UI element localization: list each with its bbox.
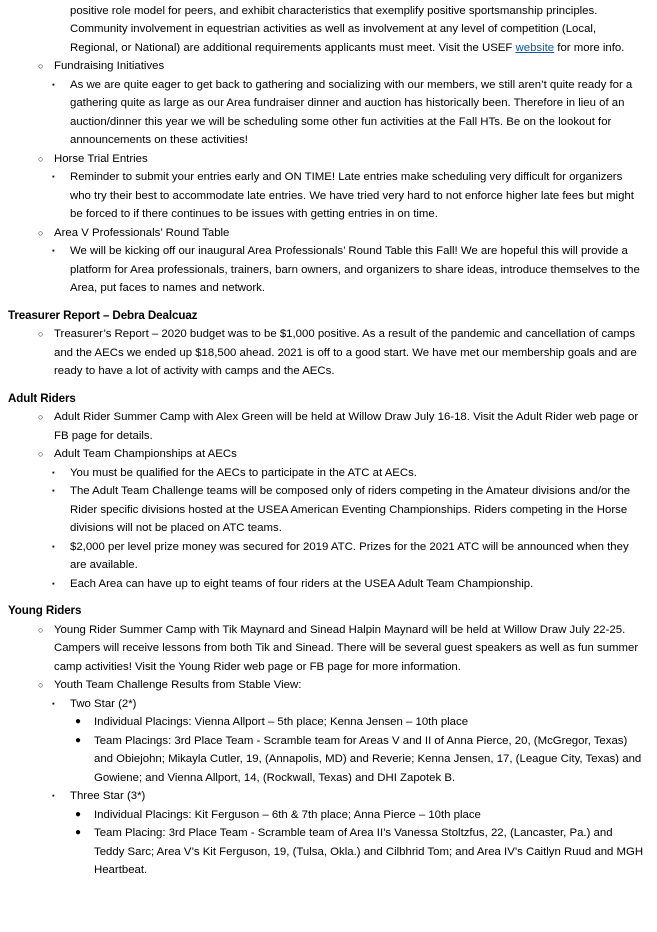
list-item-text: $2,000 per level prize money was secured for 2019 ATC. Prizes for the 2021 ATC will be announced when they are available.	[70, 540, 629, 572]
list-item	[38, 150, 645, 168]
list-item	[52, 575, 645, 593]
list-item-text: Area V Professionals’ Round Table	[54, 226, 230, 239]
bullet-level-1-icon: ○	[38, 61, 44, 72]
bullet-level-1-icon: ○	[38, 624, 44, 635]
bullet-level-2-icon: ▪	[52, 578, 55, 588]
list-item	[38, 676, 645, 694]
list-item	[38, 445, 645, 463]
list-item	[52, 242, 645, 297]
bullet-level-2-icon: ▪	[52, 486, 55, 496]
section-spacer	[8, 381, 645, 390]
bullet-level-3-icon: ●	[75, 808, 82, 820]
bullet-level-1-icon: ○	[38, 227, 44, 238]
bullet-level-2-icon: ▪	[52, 172, 55, 182]
usef-website-link[interactable]: website	[515, 41, 555, 54]
list-item-text: You must be qualified for the AECs to participate in the ATC at AECs.	[70, 466, 417, 479]
list-item-text: The Adult Team Challenge teams will be composed only of riders competing in the Amateur divisions and/or the Rider specific divisions hosted at the USEA American Eventing Championships. Riders competing in the Horse divisions will not be placed on ATC teams.	[70, 485, 631, 535]
list-item	[75, 713, 645, 731]
list-item	[38, 325, 645, 380]
list-item	[38, 621, 645, 676]
bullet-level-3-icon: ●	[75, 827, 82, 839]
list-item-text: Young Rider Summer Camp with Tik Maynard and Sinead Halpin Maynard will be held at Willow Draw July 22-25. Campers will receive lessons from both Tik and Sinead. There will be several guest speakers as well as fun summer camp activities! Visit the Young Rider web page or FB page for more information.	[54, 623, 639, 673]
list-item-text: Three Star (3*)	[70, 790, 146, 803]
list-item-text: Youth Team Challenge Results from Stable View:	[54, 679, 302, 692]
bullet-level-1-icon: ○	[38, 153, 44, 164]
section-spacer	[8, 593, 645, 602]
list-item	[52, 538, 645, 575]
list-item-text: Reminder to submit your entries early and ON TIME! Late entries make scheduling very difficult for organizers who try their best to accommodate late entries. We have tried very hard to not enforce higher late fees but might be forced to if there continues to be issues with getting entries in on time.	[70, 171, 634, 221]
text-before-link: positive role model for peers, and exhibit characteristics that exemplify positive sportsmanship principles. Community involvement in equestrian activities as well as involvement at any level of competition (Local, Regional, or National) are additional requirements applicants must meet. Visit the USEF	[70, 5, 598, 54]
list-item-text: Fundraising Initiatives	[54, 60, 165, 73]
list-item-text: Horse Trial Entries	[54, 152, 148, 165]
bullet-level-2-icon: ▪	[52, 541, 55, 551]
list-item	[75, 806, 645, 824]
list-item	[52, 787, 645, 805]
list-item-text: As we are quite eager to get back to gathering and socializing with our members, we still aren’t quite ready for a gathering quite as large as our Area fundraiser dinner and auction has historically been. Therefore in lieu of an auction/dinner this year we will be scheduling some other fun activities at the Fall HTs. Be on the lookout for announcements on these activities!	[70, 78, 633, 147]
section-heading: Adult Riders	[8, 391, 76, 405]
bullet-level-2-icon: ▪	[52, 79, 55, 89]
list-item	[52, 76, 645, 150]
paragraph-text	[70, 2, 645, 57]
list-item	[38, 224, 645, 242]
list-item-text: Team Placing: 3rd Place Team - Scramble team of Area II’s Vanessa Stoltzfus, 22, (Lancaster, Pa.) and Teddy Sarc; Area V’s Kit Ferguson, 19, (Tulsa, Okla.) and Cilbhrid Tom; and Area IV’s Caitlyn Ruud and MGH Heartbeat.	[94, 827, 644, 877]
list-item-text: Individual Placings: Vienna Allport – 5th place; Kenna Jensen – 10th place	[94, 716, 469, 729]
bullet-level-1-icon: ○	[38, 449, 44, 460]
list-item	[52, 695, 645, 713]
list-item	[75, 824, 645, 879]
list-item	[52, 464, 645, 482]
bullet-level-3-icon: ●	[75, 734, 82, 746]
bullet-level-2-icon: ▪	[52, 791, 55, 801]
list-item-text: We will be kicking off our inaugural Area Professionals’ Round Table this Fall! We are hopeful this will provide a platform for Area professionals, trainers, barn owners, and organizers to share ideas, introduce themselves to the Area, put faces to names and network.	[70, 245, 640, 295]
section-heading: Treasurer Report – Debra Dealcuaz	[8, 308, 198, 322]
list-item-text: Each Area can have up to eight teams of four riders at the USEA Adult Team Championship.	[70, 577, 534, 590]
bullet-level-2-icon: ▪	[52, 467, 55, 477]
section-spacer	[8, 298, 645, 307]
bullet-level-1-icon: ○	[38, 329, 44, 340]
section-heading: Young Riders	[8, 604, 82, 618]
bullet-level-2-icon: ▪	[52, 698, 55, 708]
bullet-level-1-icon: ○	[38, 412, 44, 423]
list-item-text: Treasurer’s Report – 2020 budget was to be $1,000 positive. As a result of the pandemic and cancellation of camps and the AECs we ended up $18,500 ahead. 2021 is off to a good start. We have met our membership goals and are ready to have a lot of activity with camps and the AECs.	[54, 328, 637, 378]
list-item-text: Team Placings: 3rd Place Team - Scramble team for Areas V and II of Anna Pierce, 20, (McGregor, Texas) and Obiejohn; Mikayla Cutler, 19, (Annapolis, MD) and Reverie; Kenna Jensen, 17, (League City, Texas) and Gowiene; and Vienna Allport, 14, (Rockwall, Texas) and DHI Zapotek B.	[94, 734, 642, 784]
list-item	[75, 732, 645, 787]
list-item-text: Two Star (2*)	[70, 697, 137, 710]
list-item	[38, 408, 645, 445]
list-item	[52, 168, 645, 223]
bullet-level-3-icon: ●	[75, 716, 82, 728]
list-item-text: Adult Team Championships at AECs	[54, 448, 237, 461]
list-item-text: Individual Placings: Kit Ferguson – 6th & 7th place; Anna Pierce – 10th place	[94, 808, 481, 821]
text-after-link: for more info.	[554, 41, 625, 54]
bullet-level-2-icon: ▪	[52, 246, 55, 256]
list-item	[52, 482, 645, 537]
paragraph-continuation	[52, 2, 645, 57]
bullet-level-1-icon: ○	[38, 680, 44, 691]
list-item	[38, 57, 645, 75]
list-item-text: Adult Rider Summer Camp with Alex Green will be held at Willow Draw July 16-18. Visit the Adult Rider web page or FB page for details.	[54, 411, 639, 442]
